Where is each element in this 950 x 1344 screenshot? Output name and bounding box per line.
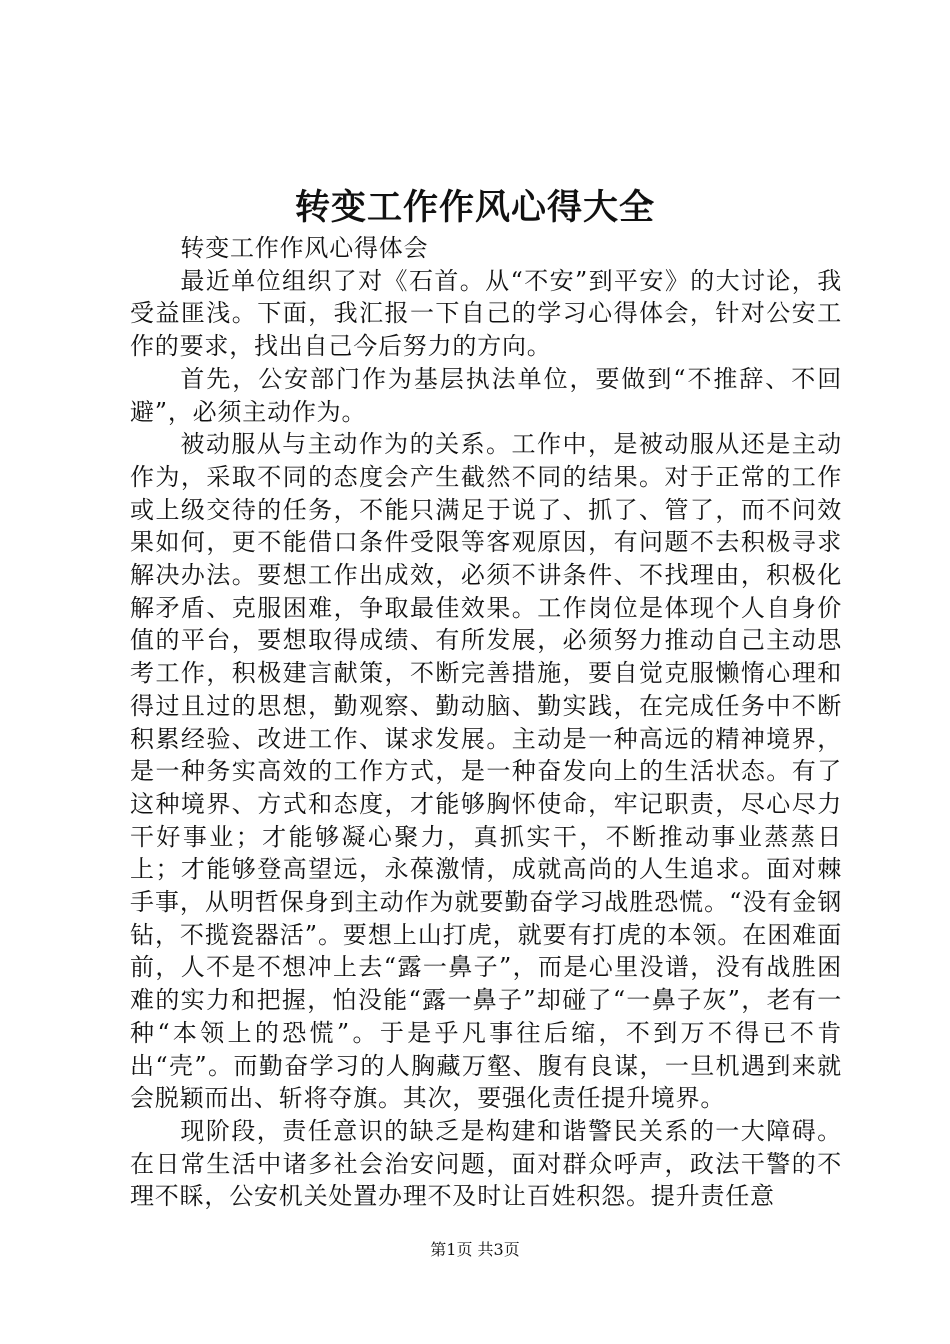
document-body bbox=[130, 232, 842, 1213]
paragraph-subtitle: 转变工作作风心得体会 bbox=[180, 234, 429, 262]
paragraph-initiative: 被动服从与主动作为的关系。工作中，是被动服从还是主动作为，采取不同的态度会产生截然不同的结果。对于正常的工作或上级交待的任务，不能只满足于说了、抓了、管了，而不问效果如何，更不能借口条件受限等客观原因，有问题不去积极寻求解决办法。要想工作出成效，必须不讲条件、不找理由，积极化解矛盾、克服困难，争取最佳效果。工作岗位是体现个人自身价值的平台，要想取得成绩、有所发展，必须努力推动自己主动思考工作，积极建言献策，不断完善措施，要自觉克服懒惰心理和得过且过的思想，勤观察、勤动脑、勤实践，在完成任务中不断积累经验、改进工作、谋求发展。主动是一种高远的精神境界，是一种务实高效的工作方式，是一种奋发向上的生活状态。有了这种境界、方式和态度，才能够胸怀使命，牢记职责，尽心尽力干好事业；才能够凝心聚力，真抓实干，不断推动事业蒸蒸日上；才能够登高望远，永葆激情，成就高尚的人生追求。面对棘手事，从明哲保身到主动作为就要勤奋学习战胜恐慌。“没有金钢钻，不揽瓷器活”。要想上山打虎，就要有打虎的本领。在困难面前，人不是不想冲上去“露一鼻子”，而是心里没谱，没有战胜困难的实力和把握，怕没能“露一鼻子”却碰了“一鼻子灰”，老有一种“本领上的恐慌”。于是乎凡事往后缩，不到万不得已不肯出“壳”。而勤奋学习的人胸藏万壑、腹有良谋，一旦机遇到来就会脱颖而出、斩将夺旗。其次，要强化责任提升境界。 bbox=[130, 430, 842, 1113]
paragraph-responsibility: 现阶段，责任意识的缺乏是构建和谐警民关系的一大障碍。在日常生活中诸多社会治安问题，面对群众呼声，政法干警的不理不睬，公安机关处置办理不及时让百姓积怨。提升责任意 bbox=[130, 1116, 842, 1211]
paragraph-first-point: 首先，公安部门作为基层执法单位，要做到“不推辞、不回避”，必须主动作为。 bbox=[130, 364, 842, 426]
paragraph-intro: 最近单位组织了对《石首。从“不安”到平安》的大讨论，我受益匪浅。下面，我汇报一下自己的学习心得体会，针对公安工作的要求，找出自己今后努力的方向。 bbox=[130, 266, 842, 361]
document-title: 转变工作作风心得大全 bbox=[294, 187, 655, 228]
page-footer: 第1页 共3页 bbox=[430, 1240, 520, 1259]
